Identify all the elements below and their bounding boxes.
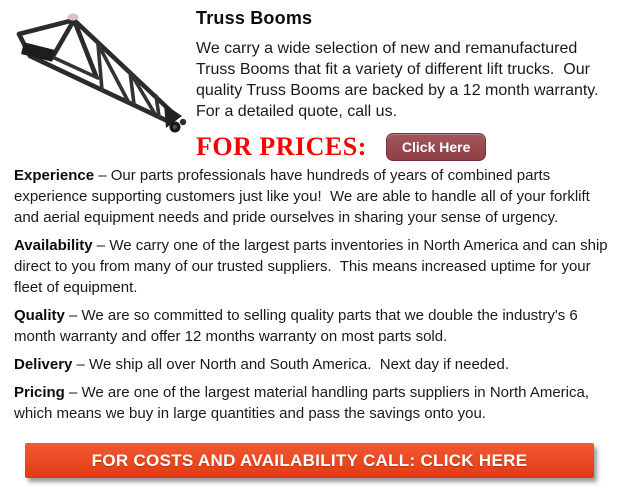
main-content xyxy=(0,163,619,424)
section-text-pricing: – We are one of the largest material handling parts suppliers in North America, which means we buy in large quantities and pass the savings onto you. xyxy=(14,384,594,422)
cta-banner-text: FOR COSTS AND AVAILABILITY CALL: CLICK HERE xyxy=(91,450,528,470)
header-section xyxy=(0,0,619,163)
page-title: Truss Booms xyxy=(196,8,313,28)
section-text-experience: – Our parts professionals have hundreds of years of combined parts experience supporting customers just like you! We are able to handle all of your forklift and aerial equipment needs and pride ourselves in sharing your sense of urgency. xyxy=(14,167,595,226)
paragraph-experience xyxy=(14,165,611,228)
section-text-availability: – We carry one of the largest parts inventories in North America and can ship direct to you from many of our trusted suppliers. This means increased uptime for your fleet of equipment. xyxy=(14,237,612,296)
section-text-quality: – We are so committed to selling quality parts that we double the industry's 6 month warranty and offer 12 months warranty on most parts sold. xyxy=(14,307,582,345)
section-label-pricing: Pricing xyxy=(14,384,65,401)
section-label-experience: Experience xyxy=(14,167,95,184)
header-text-block xyxy=(196,8,614,163)
truss-boom-illustration xyxy=(6,6,194,140)
paragraph-availability xyxy=(14,235,611,298)
cta-banner[interactable] xyxy=(25,443,594,478)
section-label-quality: Quality xyxy=(14,307,65,324)
paragraph-pricing xyxy=(14,382,611,424)
prices-row xyxy=(196,130,614,163)
click-here-button[interactable]: Click Here xyxy=(386,133,486,161)
section-label-delivery: Delivery xyxy=(14,356,73,373)
section-text-delivery: – We ship all over North and South America. Next day if needed. xyxy=(72,356,510,373)
paragraph-delivery xyxy=(14,354,611,375)
truss-boom-image xyxy=(6,6,194,140)
intro-paragraph: We carry a wide selection of new and remanufactured Truss Booms that fit a variety of different lift trucks. Our quality Truss Booms are backed by a 12 month warranty. For a detailed quote, call us. xyxy=(196,40,604,120)
for-prices-label: FOR PRICES: xyxy=(196,131,367,161)
paragraph-quality xyxy=(14,305,611,347)
section-label-availability: Availability xyxy=(14,237,93,254)
